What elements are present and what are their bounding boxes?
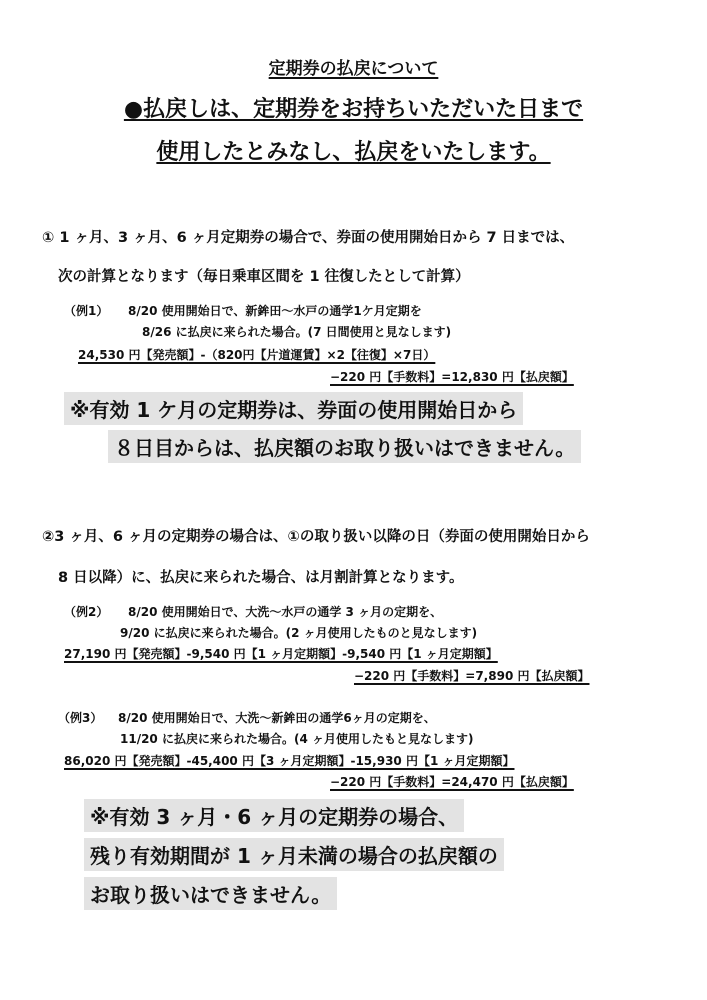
notice1-line-1: ※有効 1 ケ月の定期券は、券面の使用開始日から — [64, 392, 523, 425]
example3-line-1: 8/20 使用開始日で、大洗～新鉾田の通学6ヶ月の定期を、 — [118, 711, 436, 725]
headline-line-1 — [0, 92, 707, 123]
example2-calc-line-1: 27,190 円【発売額】-9,540 円【1 ヶ月定期額】-9,540 円【1 ヶ月定期額】 — [64, 647, 498, 661]
page-title — [0, 54, 707, 79]
section2-line-1: ②3 ヶ月、6 ヶ月の定期券の場合は、①の取り扱い以降の日（券面の使用開始日から — [42, 529, 590, 545]
example1-line-2: 8/26 に払戻に来られた場合。(7 日間使用と見なします) — [142, 325, 452, 339]
notice2-line-2: 残り有効期間が 1 ヶ月未満の場合の払戻額の — [84, 838, 504, 871]
section2-line-2: 8 日以降）に、払戻に来られた場合、は月割計算となります。 — [58, 570, 464, 586]
example1-calc-line-1: 24,530 円【発売額】-（820円【片道運賃】×2【往復】×7日） — [78, 348, 436, 362]
page-title-text: 定期券の払戻について — [268, 59, 439, 79]
notice1-line-2: ８日目からは、払戻額のお取り扱いはできません。 — [108, 430, 581, 463]
example2-label: （例2） — [64, 605, 109, 619]
notice2-line-1: ※有効 3 ヶ月・6 ヶ月の定期券の場合、 — [84, 799, 464, 832]
example3-calc-line-1: 86,020 円【発売額】-45,400 円【3 ヶ月定期額】-15,930 円【1 ヶ月定期額】 — [64, 754, 515, 768]
example2-calc-line-2: −220 円【手数料】=7,890 円【払戻額】 — [354, 669, 590, 683]
example1-line-1: 8/20 使用開始日で、新鉾田～水戸の通学1ケ月定期を — [128, 304, 422, 318]
example1-calc-line-2: −220 円【手数料】=12,830 円【払戻額】 — [330, 370, 574, 384]
headline-line-2 — [0, 135, 707, 166]
headline-line-1-text: ●払戻しは、定期券をお持ちいただいた日まで — [123, 97, 584, 122]
example3-label: （例3） — [58, 711, 103, 725]
example2-line-1: 8/20 使用開始日で、大洗～水戸の通学 3 ヶ月の定期を、 — [128, 605, 443, 619]
section1-line-2: 次の計算となります（毎日乗車区間を 1 往復したとして計算） — [58, 269, 470, 285]
headline-line-2-text: 使用したとみなし、払戻をいたします。 — [156, 140, 551, 165]
notice2-line-3: お取り扱いはできません。 — [84, 877, 337, 910]
example3-line-2: 11/20 に払戻に来られた場合。(4 ヶ月使用したもと見なします) — [120, 732, 474, 746]
example3-calc-line-2: −220 円【手数料】=24,470 円【払戻額】 — [330, 775, 574, 789]
example2-line-2: 9/20 に払戻に来られた場合。(2 ヶ月使用したものと見なします) — [120, 626, 478, 640]
section1-line-1: ① 1 ヶ月、3 ヶ月、6 ヶ月定期券の場合で、券面の使用開始日から 7 日までは、 — [42, 230, 575, 246]
example1-label: （例1） — [64, 304, 109, 318]
